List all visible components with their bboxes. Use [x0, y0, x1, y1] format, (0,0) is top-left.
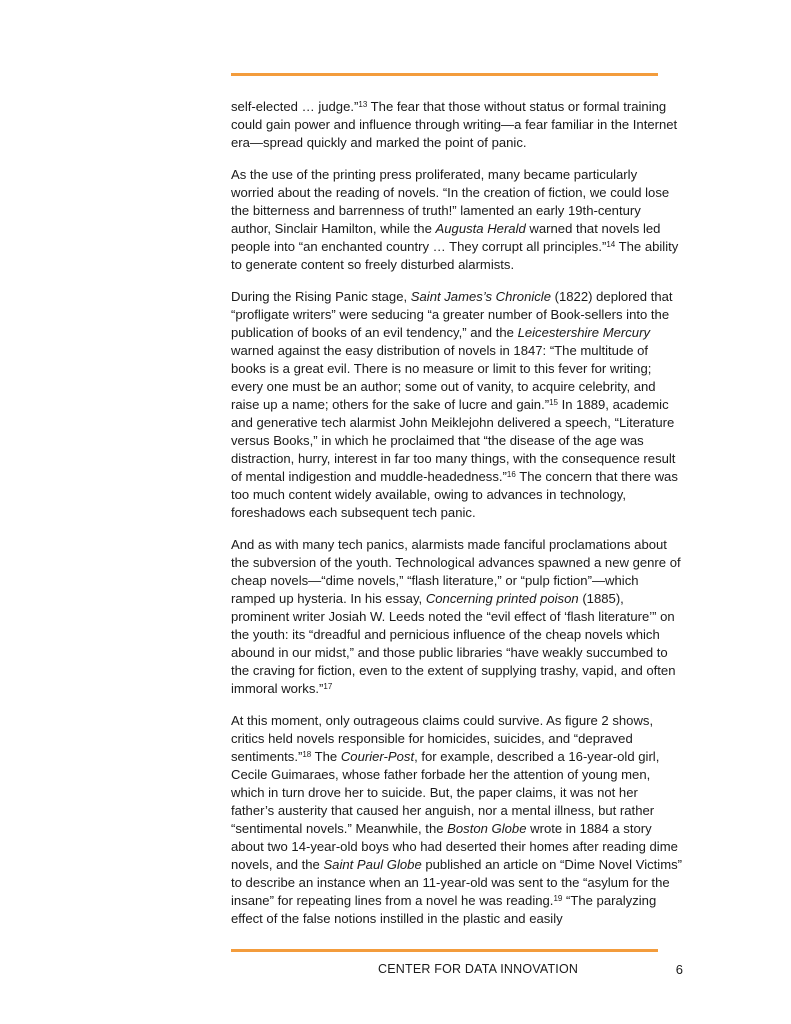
text-run: In 1889, academic and generative tech alarmist John Meiklejohn delivered a speech, “Literature versus Books,” in which he proclaimed that “the disease of the age was distraction, hurry, interest in far too many things, with the consequence result of mental indigestion and muddle-headedness.”: [231, 397, 676, 484]
text-run: , for example, described a 16-year-old girl, Cecile Guimaraes, whose father forbade her the attention of young men, which in turn drove her to suicide. But, the paper claims, it was not her father’s austerity that caused her anguish, nor a mental illness, but rather “sentimental novels.” Meanwhile, the: [231, 749, 660, 836]
page-number: 6: [675, 962, 683, 977]
text-run: warned that novels led people into “an enchanted country … They corrupt all principles.”: [231, 221, 661, 254]
text-run: (1885), prominent writer Josiah W. Leeds noted the “evil effect of ‘flash literature’” on the youth: its “dreadful and pernicious influence of the cheap novels which abound in our midst,” and those public libraries “have weakly succumbed to the craving for fiction, even to the extent of supplying trashy, vapid, and often immoral works.”: [231, 591, 676, 696]
header-rule: [231, 73, 658, 76]
footnote-ref: 13: [358, 100, 368, 109]
footnote-ref: 14: [606, 240, 616, 249]
footnote-ref: 19: [553, 894, 563, 903]
publication-title: Augusta Herald: [435, 221, 526, 236]
footnote-ref: 17: [323, 682, 333, 691]
paragraph: [231, 288, 683, 522]
text-run: “The paralyzing effect of the false notions instilled in the plastic and easily: [231, 893, 657, 926]
text-run: During the Rising Panic stage,: [231, 289, 411, 304]
text-run: (1822) deplored that “profligate writers” were seducing “a greater number of Book-sellers into the publication of books of an evil tendency,” and the: [231, 289, 673, 340]
text-run: The: [311, 749, 341, 764]
footer-organization: CENTER FOR DATA INNOVATION: [378, 962, 579, 976]
publication-title: Saint James’s Chronicle: [410, 289, 551, 304]
text-run: published an article on “Dime Novel Victims” to describe an instance when an 11-year-old was sent to the “asylum for the insane” for repeating lines from a novel he was reading.: [231, 857, 683, 908]
page-footer: [231, 962, 683, 978]
text-run: warned against the easy distribution of novels in 1847: “The multitude of books is a great evil. There is no measure or limit to this fever for writing; every one must be an author; some out of vanity, to acquire celebrity, and raise up a name; others for the sake of lucre and gain.”: [231, 343, 656, 412]
text-run: The ability to generate content so freely disturbed alarmists.: [231, 239, 679, 272]
paragraph: [231, 166, 683, 274]
footer-rule: [231, 949, 658, 952]
footnote-ref: 18: [302, 750, 312, 759]
text-run: As the use of the printing press proliferated, many became particularly worried about the reading of novels. “In the creation of fiction, we could lose the bitterness and barrenness of truth!” lamented an early 19th-century author, Sinclair Hamilton, while the: [231, 167, 670, 236]
text-run: wrote in 1884 a story about two 14-year-old boys who had deserted their homes after reading dime novels, and the: [231, 821, 678, 872]
paragraph: [231, 536, 683, 698]
paragraph: [231, 98, 683, 152]
footnote-ref: 15: [549, 398, 558, 407]
publication-title: Concerning printed poison: [425, 591, 579, 606]
text-run: And as with many tech panics, alarmists made fanciful proclamations about the subversion of the youth. Technological advances spawned a new genre of cheap novels—“dime novels,” “flash literature,” or “pulp fiction”—which ramped up hysteria. In his essay,: [231, 537, 681, 606]
footnote-ref: 16: [506, 470, 516, 479]
text-run: At this moment, only outrageous claims could survive. As figure 2 shows, critics held novels responsible for homicides, suicides, and “depraved sentiments.”: [231, 713, 654, 764]
text-run: self-elected … judge.”: [231, 99, 359, 114]
text-run: The fear that those without status or formal training could gain power and influence through writing—a fear familiar in the Internet era—spread quickly and marked the point of panic.: [231, 99, 678, 150]
publication-title: Leicestershire Mercury: [517, 325, 650, 340]
paragraph: [231, 712, 683, 928]
publication-title: Saint Paul Globe: [323, 857, 422, 872]
publication-title: Boston Globe: [447, 821, 527, 836]
article-body: [231, 98, 683, 942]
text-run: The concern that there was too much content widely available, owing to advances in technology, foreshadows each subsequent tech panic.: [231, 469, 678, 520]
publication-title: Courier-Post: [340, 749, 415, 764]
